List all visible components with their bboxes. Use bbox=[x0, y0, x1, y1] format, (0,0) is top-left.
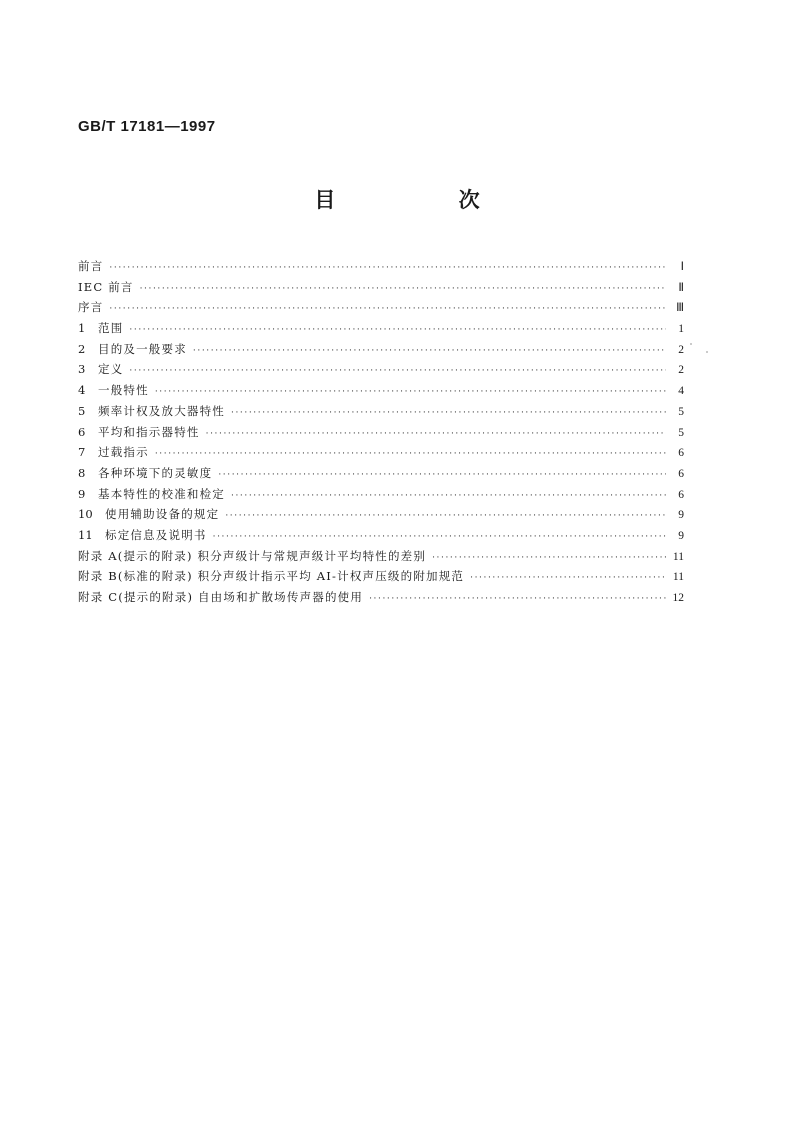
toc-entry-label: 定义 bbox=[98, 362, 124, 377]
toc-entry[interactable] bbox=[78, 587, 684, 608]
toc-entry-label: 序言 bbox=[78, 300, 104, 315]
toc-entry-page: 5 bbox=[678, 405, 684, 418]
toc-entry-page: Ⅲ bbox=[676, 302, 684, 315]
toc-entry[interactable] bbox=[78, 484, 684, 505]
toc-entry-number: 1 bbox=[78, 321, 86, 336]
toc-entry-page: 6 bbox=[678, 467, 684, 480]
toc-leader-dots bbox=[369, 589, 666, 610]
standard-code: GB/T 17181—1997 bbox=[78, 118, 216, 135]
toc-entry-number: 10 bbox=[78, 507, 93, 522]
toc-entry-label: 频率计权及放大器特性 bbox=[98, 403, 225, 418]
toc-entry-page: 11 bbox=[672, 571, 684, 584]
toc-leader-dots bbox=[109, 299, 666, 320]
scan-speck bbox=[690, 343, 692, 345]
toc-leader-dots bbox=[129, 320, 666, 341]
toc-entry-number: 4 bbox=[78, 383, 86, 398]
toc-entry-number: 5 bbox=[78, 403, 86, 418]
toc-entry-label: 范围 bbox=[98, 321, 124, 336]
toc-leader-dots bbox=[218, 465, 666, 486]
toc-entry[interactable] bbox=[78, 318, 684, 339]
toc-entry-page: 2 bbox=[678, 343, 684, 356]
toc-leader-dots bbox=[155, 382, 666, 403]
toc-entry-number: 8 bbox=[78, 465, 86, 480]
toc-entry-label: 前言 bbox=[78, 259, 104, 273]
toc-leader-dots bbox=[213, 527, 666, 548]
toc-entry-number: 7 bbox=[78, 445, 86, 460]
toc-entry-page: 11 bbox=[672, 550, 684, 563]
toc-leader-dots bbox=[155, 444, 666, 465]
toc-entry[interactable] bbox=[78, 463, 684, 484]
toc-entry-label: IEC 前言 bbox=[78, 279, 134, 294]
toc-entry-label: 使用辅助设备的规定 bbox=[105, 507, 220, 522]
toc-leader-dots bbox=[140, 279, 666, 300]
toc-entry-label: 附录 C(提示的附录) 自由场和扩散场传声器的使用 bbox=[78, 590, 364, 604]
toc-leader-dots bbox=[193, 341, 666, 362]
toc-entry-number: 9 bbox=[78, 486, 86, 501]
toc-entry-label: 目的及一般要求 bbox=[98, 341, 187, 356]
toc-entry-number: 6 bbox=[78, 424, 86, 439]
toc-entry-label: 标定信息及说明书 bbox=[105, 527, 207, 542]
toc-entry[interactable] bbox=[78, 256, 684, 277]
toc-entry-label: 附录 A(提示的附录) 积分声级计与常规声级计平均特性的差别 bbox=[78, 548, 427, 563]
toc-entry[interactable] bbox=[78, 442, 684, 463]
toc-entry-page: 6 bbox=[678, 488, 684, 501]
toc-leader-dots bbox=[470, 568, 666, 589]
toc-entry[interactable] bbox=[78, 566, 684, 587]
toc-leader-dots bbox=[109, 258, 666, 279]
toc-entry-page: 9 bbox=[678, 509, 684, 522]
toc-entry-label: 过载指示 bbox=[98, 445, 149, 460]
toc-entry-label: 各种环境下的灵敏度 bbox=[98, 465, 213, 480]
toc-entry[interactable] bbox=[78, 359, 684, 380]
toc-entry[interactable] bbox=[78, 422, 684, 443]
toc-entry[interactable] bbox=[78, 297, 684, 318]
toc-entry-label: 平均和指示器特性 bbox=[98, 424, 200, 439]
toc-leader-dots bbox=[231, 403, 666, 424]
page-title: 目 次 bbox=[314, 188, 538, 212]
toc-entry-page: 2 bbox=[678, 364, 684, 377]
toc-entry-number: 11 bbox=[78, 527, 93, 542]
toc-entry[interactable] bbox=[78, 277, 684, 298]
toc-entry-page: 5 bbox=[678, 426, 684, 439]
toc-leader-dots bbox=[231, 486, 666, 507]
toc-entry[interactable] bbox=[78, 339, 684, 360]
toc-entry[interactable] bbox=[78, 546, 684, 567]
scan-speck bbox=[706, 351, 708, 353]
toc-entry-label: 一般特性 bbox=[98, 383, 149, 398]
toc-entry[interactable] bbox=[78, 380, 684, 401]
toc-entry-page: 6 bbox=[678, 447, 684, 460]
toc-entry-page: 9 bbox=[678, 529, 684, 542]
table-of-contents bbox=[78, 256, 684, 608]
toc-entry-number: 3 bbox=[78, 362, 86, 377]
toc-entry-label: 附录 B(标准的附录) 积分声级计指示平均 AI-计权声压级的附加规范 bbox=[78, 569, 465, 584]
toc-entry[interactable] bbox=[78, 401, 684, 422]
toc-entry[interactable] bbox=[78, 504, 684, 525]
toc-entry-label: 基本特性的校准和检定 bbox=[98, 486, 225, 501]
toc-leader-dots bbox=[129, 361, 666, 382]
toc-entry-number: 2 bbox=[78, 341, 86, 356]
toc-entry-page: 4 bbox=[678, 385, 684, 398]
toc-entry-page: 12 bbox=[672, 592, 684, 604]
toc-leader-dots bbox=[225, 506, 666, 527]
toc-entry[interactable] bbox=[78, 525, 684, 546]
toc-entry-page: 1 bbox=[678, 323, 684, 336]
toc-leader-dots bbox=[432, 548, 666, 569]
toc-leader-dots bbox=[206, 424, 666, 445]
toc-entry-page: Ⅱ bbox=[678, 281, 684, 294]
toc-entry-page: Ⅰ bbox=[680, 261, 684, 273]
